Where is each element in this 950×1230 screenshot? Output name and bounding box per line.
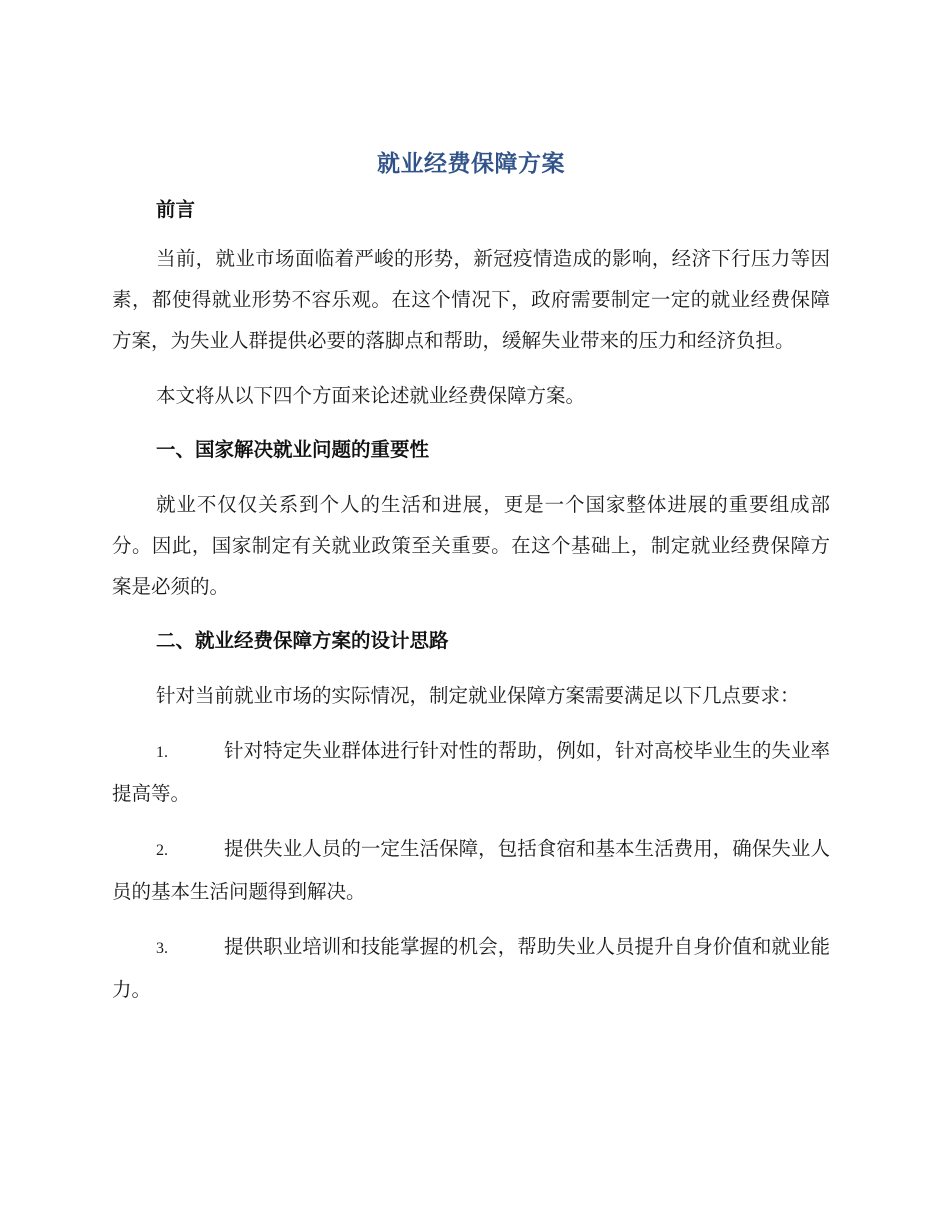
list-item [112, 926, 830, 1010]
list-item-text: 提供职业培训和技能掌握的机会，帮助失业人员提升自身价值和就业能力。 [112, 935, 830, 1001]
list-item-number: 2. [156, 842, 168, 859]
preface-paragraph-1: 当前，就业市场面临着严峻的形势，新冠疫情造成的影响，经济下行压力等因素，都使得就业形势不容乐观。在这个情况下，政府需要制定一定的就业经费保障方案，为失业人群提供必要的落脚点和帮助，缓解失业带来的压力和经济负担。 [112, 247, 830, 352]
section-1-paragraph: 就业不仅仅关系到个人的生活和进展，更是一个国家整体进展的重要组成部分。因此，国家制定有关就业政策至关重要。在这个基础上，制定就业经费保障方案是必须的。 [112, 493, 830, 598]
list-item-text: 针对特定失业群体进行针对性的帮助，例如，针对高校毕业生的失业率提高等。 [112, 739, 830, 805]
section-2-paragraph: 针对当前就业市场的实际情况，制定就业保障方案需要满足以下几点要求： [156, 684, 800, 707]
list-item [112, 730, 830, 814]
preface-heading: 前言 [156, 198, 196, 221]
list-item-text: 提供失业人员的一定生活保障，包括食宿和基本生活费用，确保失业人员的基本生活问题得到解决。 [112, 837, 830, 903]
list-item-number: 3. [156, 940, 168, 957]
document-title: 就业经费保障方案 [377, 151, 565, 177]
list-item-number: 1. [156, 744, 168, 761]
section-2-heading: 二、就业经费保障方案的设计思路 [156, 629, 449, 652]
document-body [112, 146, 830, 1010]
preface-paragraph-2: 本文将从以下四个方面来论述就业经费保障方案。 [156, 384, 586, 407]
section-1-heading: 一、国家解决就业问题的重要性 [156, 438, 430, 461]
list-item [112, 828, 830, 912]
